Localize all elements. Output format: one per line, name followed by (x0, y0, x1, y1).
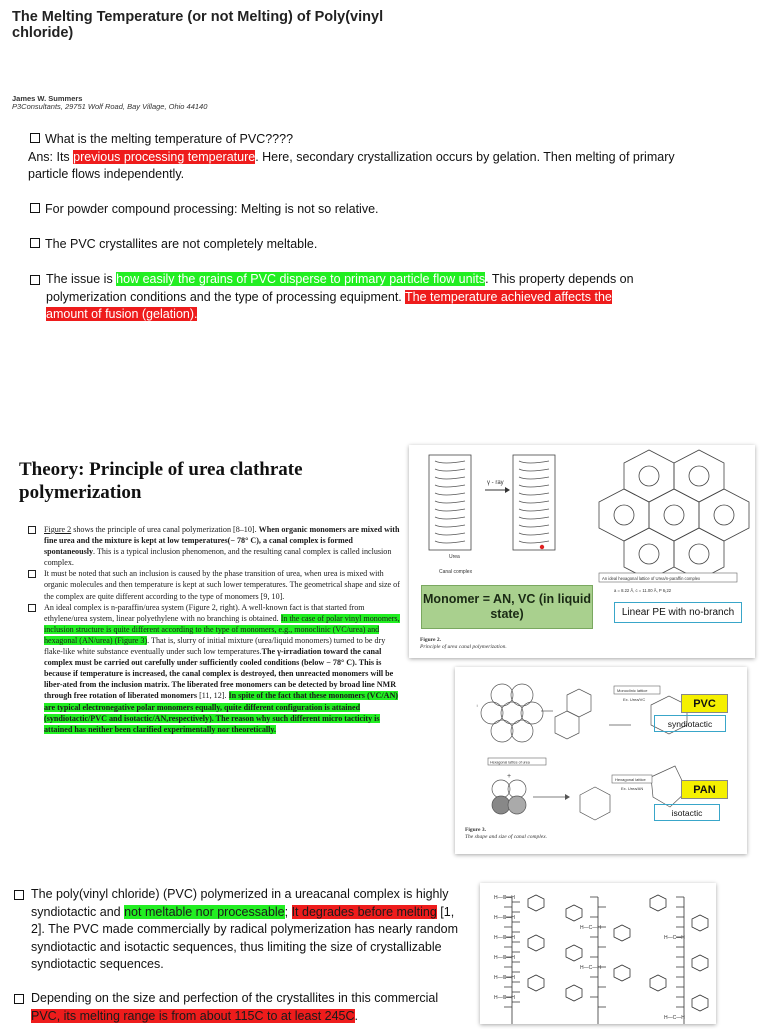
highlight-green: not meltable nor processable (124, 904, 285, 919)
atom-label: H—C—H (580, 925, 601, 931)
hex-formula: Ex. Urea/AN (621, 786, 644, 791)
linear-pe-box: Linear PE with no-branch (614, 602, 742, 623)
highlight-red: previous processing temperature (73, 149, 256, 164)
atom-label: H—C—H (664, 1015, 685, 1021)
atom-label: H—C—H (494, 935, 515, 941)
answer-text: Ans: Its previous processing temperature. Here, secondary crystallization occurs by gelation. Then melting of primary particle flows independently. (28, 149, 675, 181)
author-name: James W. Summers (12, 94, 83, 103)
bullet-crystallites: The PVC crystallites are not completely meltable. (30, 236, 690, 254)
mono-formula: Ex. Urea/VC (623, 697, 646, 702)
pvc-label-box: PVC (681, 694, 728, 713)
highlight-green: how easily the grains of PVC disperse to primary particle flow units (116, 272, 486, 286)
checkbox-icon (28, 570, 36, 578)
section-title: Theory: Principle of urea clathrate polymerization (19, 459, 303, 503)
hexagonal-small-label: Hexagonal lattice of urea (490, 760, 530, 765)
atom-label: H—C—H (494, 915, 515, 921)
monoclinic-label: Monoclinic lattice (617, 688, 648, 693)
author-affiliation: P3Consultants, 29751 Wolf Road, Bay Village, Ohio 44140 (12, 102, 208, 111)
figure-2-caption: Principle of urea canal polymerization. (420, 644, 507, 650)
checkbox-icon (30, 133, 40, 143)
theory-bullet-3: An ideal complex is n-paraffin/urea system (Figure 2, right). A well-known fact is that started from ethylene/urea system, linear polyethylene with no branching is obtained. In the case of polar vinyl monomers, inclusion structure is quite different according to the type of monomers, e.g., monoclinic (VC/urea) and hexagonal (AN/urea) (Figure 3). That is, slurry of initial mixture (urea/liquid monomers) turned to be dry flake-like white substance eventually under such low temperatures.The γ-irradiation toward the canal complex must be carried out carefully under sufficiently cooled conditions (below − 78° C). This is because if temperature is increased, the canal complex is destroyed, then unreacted monomers will be liber-ated from the inclusion matrix. The liberated free monomers can be detected by broad line NMR through free rotation of liberated monomers [11, 12]. In spite of the fact that these monomers (VC/AN) are typical electronegative polar monomers equally, quite different configuration is attained (syndiotactic/PVC and isotactic/AN,respectively). The reason why such different micro tacticity is attained has neither been clarified experimentally nor theoretically. (28, 602, 405, 735)
checkbox-icon (30, 203, 40, 213)
checkbox-icon (28, 526, 36, 534)
plus-sign: + (507, 773, 512, 780)
bullet-powder: For powder compound processing: Melting is not so relative. (30, 201, 690, 219)
highlight-red: PVC, its melting range is from about 115C to at least 245C (31, 1008, 355, 1023)
lower-bullet-1: The poly(vinyl chloride) (PVC) polymerized in a ureacanal complex is highly syndiotactic and not meltable nor processable; It degrades before melting [1, 2]. The PVC made commercially by radical polymerization has nearly random syndiotactic and isotactic sequences, thus limiting the size of crystallizable syndiotactic sequences. (14, 886, 459, 974)
pan-label-box: PAN (681, 780, 728, 799)
bullet-q1: What is the melting temperature of PVC???? (30, 131, 690, 149)
checkbox-icon (30, 275, 40, 285)
red-dot (540, 545, 544, 549)
highlight-red: It degrades before melting (291, 904, 437, 919)
canal-label: Canal complex (439, 569, 473, 575)
lower-bullet-2: Depending on the size and perfection of the crystallites in this commercial PVC, its melting range is from about 115C to at least 245C. (14, 990, 459, 1025)
figure-3-caption-title: Figure 3. (465, 827, 486, 833)
checkbox-icon (14, 994, 24, 1004)
syndiotactic-box: syndiotactic (654, 715, 726, 732)
atom-label: H—C—H (494, 895, 515, 901)
figure-structures (480, 883, 716, 1024)
hexagonal-label: Hexagonal lattice (615, 777, 646, 782)
ideal-lattice-label: An ideal hexagonal lattice of Urea/n-paraffin complex (602, 576, 701, 581)
theory-bullet-1: Figure 2 shows the principle of urea canal polymerization [8–10]. When organic monomers are mixed with fine urea and the mixture is kept at low temperatures(− 78° C), a canal complex is formed spontaneously. This is a typical inclusion phenomenon, and the resulting canal complex is called inclusion complex. (28, 524, 405, 568)
ray-label: γ - ray (487, 480, 504, 486)
theory-bullets (28, 524, 405, 735)
highlight-green: In the case of polar vinyl monomers, inclusion structure is quite different according to the type of monomers, e.g., monoclinic (VC/urea) and hexagonal (AN/urea) (Figure 3) (44, 613, 400, 645)
monomer-box: Monomer = AN, VC (in liquid state) (421, 585, 593, 629)
highlight-red: The temperature achieved affects the amount of fusion (gelation). (46, 289, 612, 321)
atom-label: H—C—H (494, 975, 515, 981)
figure-2 (409, 445, 755, 658)
question-block (30, 131, 690, 184)
tacticity-structures (480, 883, 716, 1024)
lattice-params: a = 8.22 Å, c = 11.00 Å, P 6₁22 (614, 588, 672, 593)
atom-label: H—C—H (494, 995, 515, 1001)
isotactic-box: isotactic (654, 804, 720, 821)
highlight-green: In spite of the fact that these monomers (VC/AN) are typical electronegative polar monomers equally, quite different configuration is attained (syndiotactic/PVC and isotactic/AN,respectively). The reason why such different micro tacticity is attained has neither been clarified experimentally nor theoretically. (44, 691, 398, 734)
bullet-issue: The issue is how easily the grains of PVC disperse to primary particle flow units. This property depends on polymerization conditions and the type of processing equipment. The temperature achieved affects the amount of fusion (gelation). (30, 271, 646, 324)
axis-mark: ↕ (476, 703, 478, 708)
figure-2-caption-title: Figure 2. (420, 637, 441, 643)
figure-3-caption: The shape and size of canal complex. (465, 834, 548, 840)
atom-label: H—C—H (664, 935, 685, 941)
urea-label: Urea (449, 554, 460, 560)
atom-label: H—C—H (580, 965, 601, 971)
checkbox-icon (14, 890, 24, 900)
theory-bullet-2: It must be noted that such an inclusion is caused by the phase transition of urea, when urea is mixed with organic molecules and then temperature is kept at such lower temperatures. The geometrical shape and size of the complex are quite different according to the type of monomers [9, 10]. (28, 568, 405, 601)
paper-title: The Melting Temperature (or not Melting) of Poly(vinyl chloride) (12, 9, 384, 41)
figure-3 (455, 667, 747, 854)
checkbox-icon (30, 238, 40, 248)
checkbox-icon (28, 604, 36, 612)
atom-label: H—C—H (494, 955, 515, 961)
